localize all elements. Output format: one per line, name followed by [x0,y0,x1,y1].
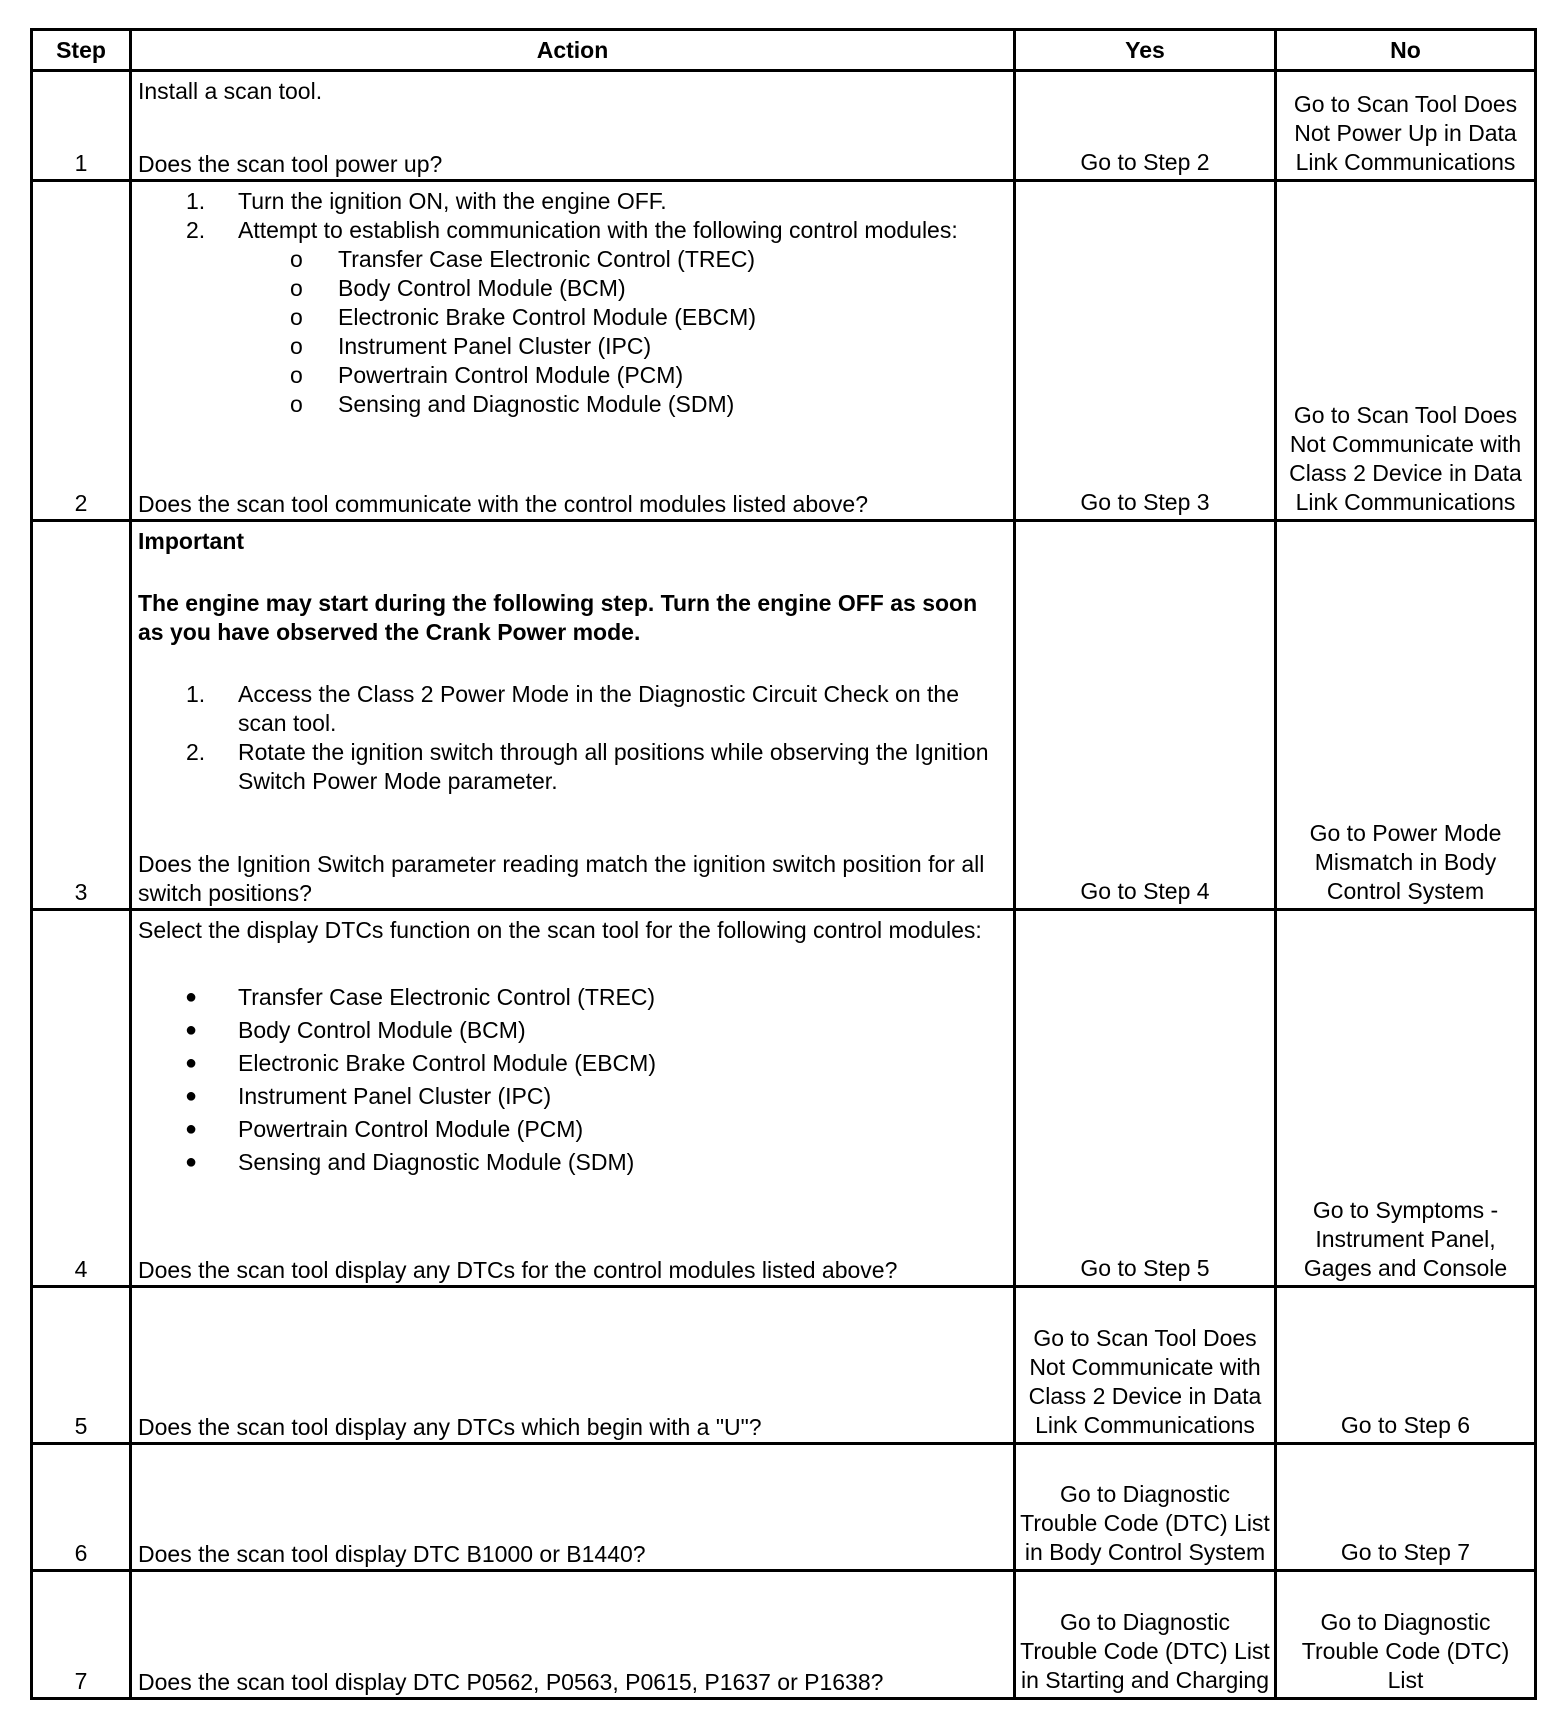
module-list [138,245,1005,419]
action-cell [131,910,1015,1287]
action-question: Does the scan tool display any DTCs which begin with a "U"? [138,1414,762,1440]
diagnostic-table [30,28,1537,1700]
table-row-step-5 [32,1287,1536,1444]
action-question: Does the scan tool display DTC B1000 or B1440? [138,1541,646,1567]
step-number: 6 [32,1444,131,1571]
list-item: ● Transfer Case Electronic Control (TREC) [185,984,656,1010]
list-item: ● Powertrain Control Module (PCM) [185,1116,584,1142]
no-result: Go to Step 7 [1276,1444,1536,1571]
list-item: o Transfer Case Electronic Control (TREC) [290,246,756,272]
numbered-list [138,187,1005,245]
action-question: Does the Ignition Switch parameter reading match the ignition switch position for all switch positions? [138,851,985,906]
table-row-step-4 [32,910,1536,1287]
numbered-list [138,680,1005,796]
step-number: 2 [32,181,131,521]
action-intro: Install a scan tool. [138,78,323,104]
action-steps [138,187,1005,419]
module-list [138,981,1005,1179]
action-cell [131,1287,1015,1444]
no-result: Go to Power Mode Mismatch in Body Control System [1276,521,1536,910]
action-intro: Select the display DTCs function on the scan tool for the following control modules: [138,917,982,943]
yes-result: Go to Step 2 [1015,71,1276,181]
action-cell [131,71,1015,181]
yes-result: Go to Step 5 [1015,910,1276,1287]
no-result: Go to Symptoms - Instrument Panel, Gages and Console [1276,910,1536,1287]
action-cell [131,181,1015,521]
action-question: Does the scan tool display DTC P0562, P0563, P0615, P1637 or P1638? [138,1669,884,1695]
important-note: The engine may start during the following step. Turn the engine OFF as soon as you have observed the Crank Power mode. [138,590,978,645]
list-item: ● Sensing and Diagnostic Module (SDM) [185,1149,635,1175]
no-result: Go to Scan Tool Does Not Communicate with Class 2 Device in Data Link Communications [1276,181,1536,521]
yes-result: Go to Scan Tool Does Not Communicate with Class 2 Device in Data Link Communications [1015,1287,1276,1444]
table-row-step-3 [32,521,1536,910]
list-item: 1. Turn the ignition ON, with the engine OFF. [186,188,667,214]
action-question: Does the scan tool power up? [138,151,443,177]
list-item: o Body Control Module (BCM) [290,275,626,301]
header-yes: Yes [1015,30,1276,71]
list-item: o Instrument Panel Cluster (IPC) [290,333,652,359]
action-cell [131,1444,1015,1571]
list-item: ● Instrument Panel Cluster (IPC) [185,1083,552,1109]
list-item: 1. Access the Class 2 Power Mode in the Diagnostic Circuit Check on the scan tool. [186,681,959,736]
list-item: o Powertrain Control Module (PCM) [290,362,684,388]
header-no: No [1276,30,1536,71]
list-item: ● Body Control Module (BCM) [185,1017,526,1043]
action-question: Does the scan tool display any DTCs for the control modules listed above? [138,1257,898,1283]
yes-result: Go to Step 4 [1015,521,1276,910]
yes-result: Go to Diagnostic Trouble Code (DTC) List in Body Control System [1015,1444,1276,1571]
action-cell [131,1571,1015,1699]
important-label: Important [138,528,245,554]
header-step: Step [32,30,131,71]
table-row-step-7 [32,1571,1536,1699]
table-header-row [32,30,1536,71]
table-row-step-6 [32,1444,1536,1571]
no-result: Go to Step 6 [1276,1287,1536,1444]
action-steps [138,527,1005,796]
yes-result: Go to Diagnostic Trouble Code (DTC) List in Starting and Charging [1015,1571,1276,1699]
list-item: ● Electronic Brake Control Module (EBCM) [185,1050,656,1076]
step-number: 7 [32,1571,131,1699]
action-steps [138,916,1005,1179]
step-number: 3 [32,521,131,910]
step-number: 5 [32,1287,131,1444]
list-item: o Sensing and Diagnostic Module (SDM) [290,391,735,417]
step-number: 1 [32,71,131,181]
list-item: 2. Rotate the ignition switch through all positions while observing the Ignition Switch Power Mode parameter. [186,739,989,794]
no-result: Go to Diagnostic Trouble Code (DTC) List [1276,1571,1536,1699]
table-row-step-1 [32,71,1536,181]
list-item: o Electronic Brake Control Module (EBCM) [290,304,756,330]
action-cell [131,521,1015,910]
step-number: 4 [32,910,131,1287]
table-row-step-2 [32,181,1536,521]
yes-result: Go to Step 3 [1015,181,1276,521]
no-result: Go to Scan Tool Does Not Power Up in Data Link Communications [1276,71,1536,181]
list-item: 2. Attempt to establish communication with the following control modules: [186,217,958,243]
action-question: Does the scan tool communicate with the control modules listed above? [138,491,869,517]
header-action: Action [131,30,1015,71]
